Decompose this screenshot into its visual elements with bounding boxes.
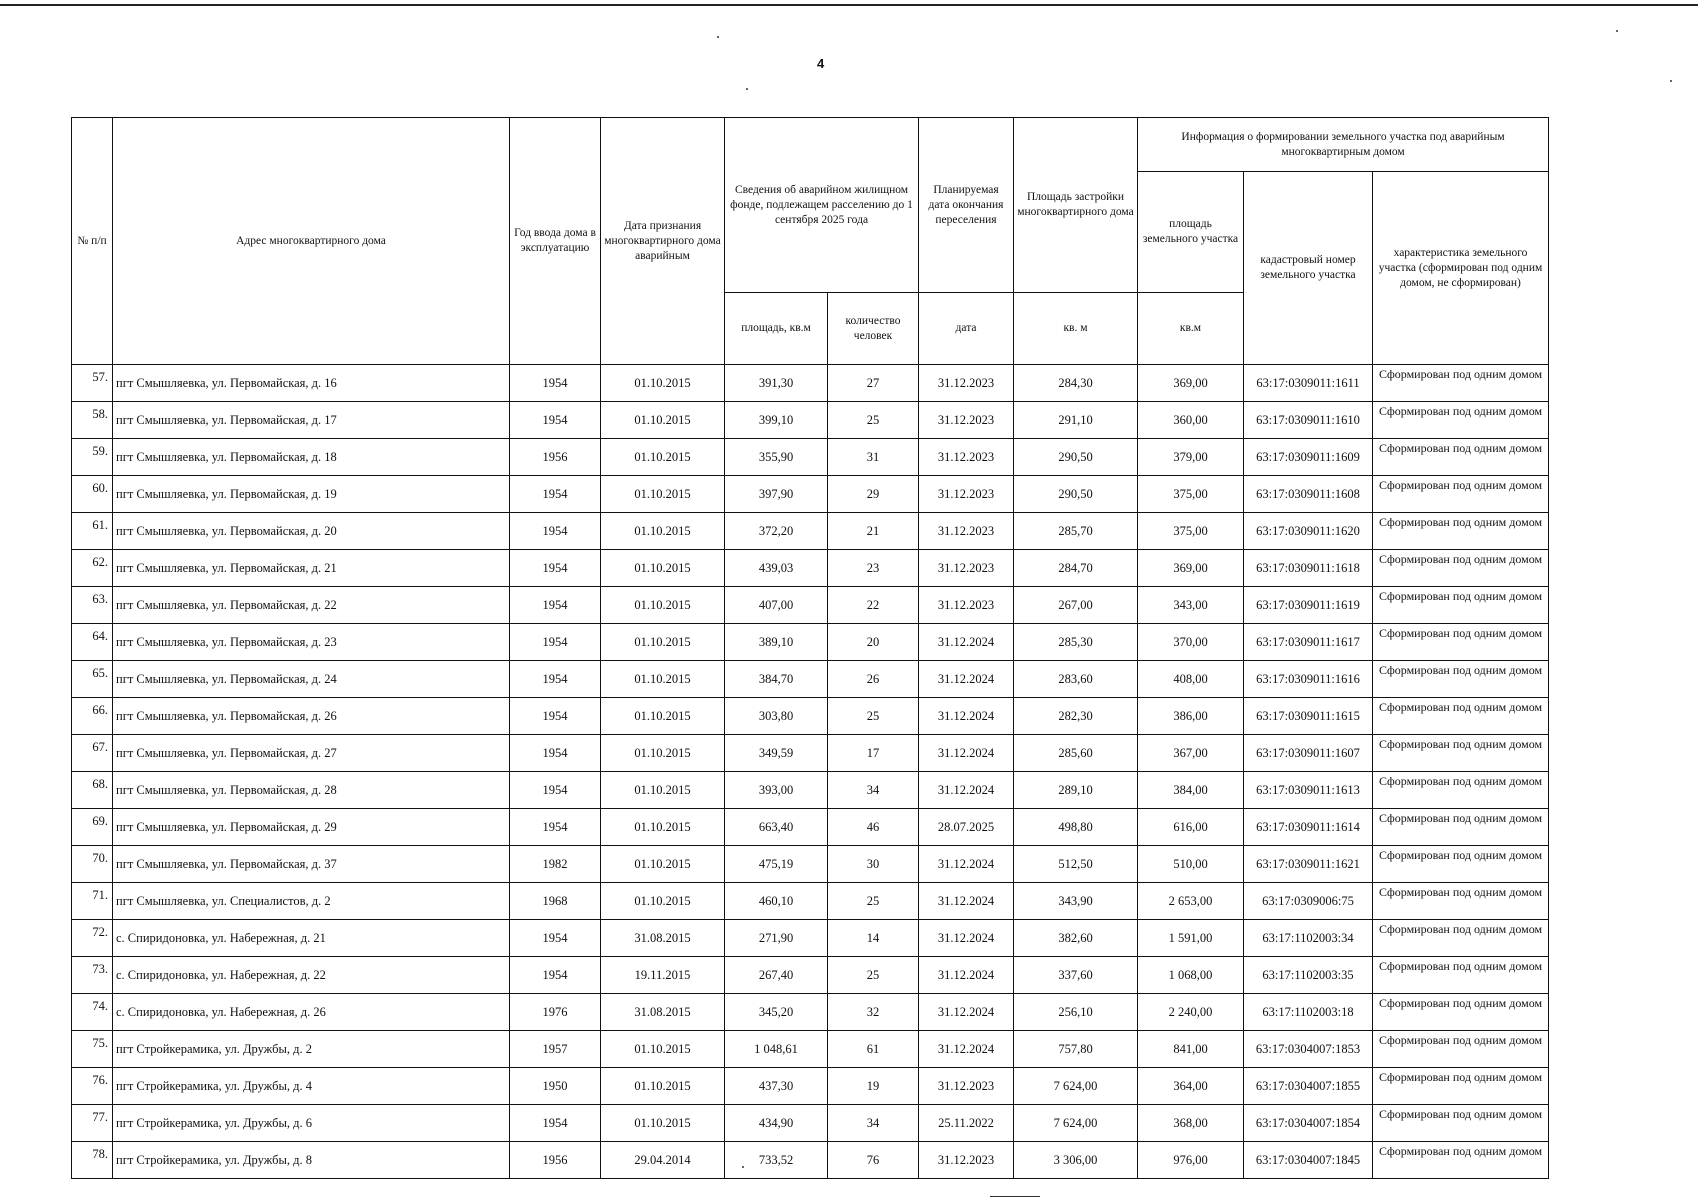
table-row (72, 513, 1549, 550)
table-row (72, 957, 1549, 994)
land-area-cell: 1 068,00 (1138, 957, 1244, 994)
land-area-cell: 386,00 (1138, 698, 1244, 735)
header-area-sqm: площадь, кв.м (725, 293, 828, 365)
header-planned-date-sub: дата (919, 293, 1014, 365)
people-count-cell: 26 (828, 661, 919, 698)
emergency-housing-table (71, 117, 1549, 1179)
table-row (72, 920, 1549, 957)
row-number: 59. (72, 439, 113, 476)
header-num: № п/п (72, 118, 113, 365)
year-cell: 1954 (510, 735, 601, 772)
table-row (72, 1105, 1549, 1142)
table-row (72, 994, 1549, 1031)
land-area-cell: 2 653,00 (1138, 883, 1244, 920)
row-number: 67. (72, 735, 113, 772)
land-status-cell: Сформирован под одним домом (1373, 587, 1549, 624)
row-number: 61. (72, 513, 113, 550)
recognition-date-cell: 01.10.2015 (601, 883, 725, 920)
address-cell: пгт Смышляевка, ул. Первомайская, д. 18 (113, 439, 510, 476)
people-count-cell: 25 (828, 402, 919, 439)
table-body (72, 365, 1549, 1179)
row-number: 60. (72, 476, 113, 513)
row-number: 62. (72, 550, 113, 587)
year-cell: 1954 (510, 698, 601, 735)
land-area-cell: 2 240,00 (1138, 994, 1244, 1031)
building-area-cell: 284,70 (1014, 550, 1138, 587)
building-area-cell: 382,60 (1014, 920, 1138, 957)
header-land-area-sub: кв.м (1138, 293, 1244, 365)
top-border-line (0, 4, 1698, 6)
planned-date-cell: 31.12.2024 (919, 957, 1014, 994)
planned-date-cell: 31.12.2024 (919, 846, 1014, 883)
land-area-cell: 616,00 (1138, 809, 1244, 846)
row-number: 63. (72, 587, 113, 624)
year-cell: 1954 (510, 624, 601, 661)
year-cell: 1954 (510, 809, 601, 846)
land-status-cell: Сформирован под одним домом (1373, 994, 1549, 1031)
address-cell: пгт Смышляевка, ул. Первомайская, д. 19 (113, 476, 510, 513)
land-status-cell: Сформирован под одним домом (1373, 513, 1549, 550)
area-cell: 393,00 (725, 772, 828, 809)
header-cadastral: кадастровый номер земельного участка (1244, 172, 1373, 365)
area-cell: 733,52 (725, 1142, 828, 1179)
table-row (72, 365, 1549, 402)
area-cell: 391,30 (725, 365, 828, 402)
people-count-cell: 27 (828, 365, 919, 402)
land-area-cell: 510,00 (1138, 846, 1244, 883)
year-cell: 1954 (510, 550, 601, 587)
cadastral-number-cell: 63:17:0309011:1619 (1244, 587, 1373, 624)
land-area-cell: 367,00 (1138, 735, 1244, 772)
table-row (72, 661, 1549, 698)
planned-date-cell: 31.12.2024 (919, 772, 1014, 809)
building-area-cell: 512,50 (1014, 846, 1138, 883)
address-cell: пгт Смышляевка, ул. Первомайская, д. 28 (113, 772, 510, 809)
year-cell: 1954 (510, 587, 601, 624)
row-number: 74. (72, 994, 113, 1031)
building-area-cell: 343,90 (1014, 883, 1138, 920)
row-number: 73. (72, 957, 113, 994)
address-cell: пгт Смышляевка, ул. Первомайская, д. 17 (113, 402, 510, 439)
area-cell: 397,90 (725, 476, 828, 513)
address-cell: пгт Стройкерамика, ул. Дружбы, д. 8 (113, 1142, 510, 1179)
planned-date-cell: 31.12.2023 (919, 476, 1014, 513)
land-status-cell: Сформирован под одним домом (1373, 846, 1549, 883)
land-status-cell: Сформирован под одним домом (1373, 883, 1549, 920)
scan-speck (746, 88, 748, 90)
land-status-cell: Сформирован под одним домом (1373, 624, 1549, 661)
address-cell: пгт Стройкерамика, ул. Дружбы, д. 4 (113, 1068, 510, 1105)
recognition-date-cell: 01.10.2015 (601, 698, 725, 735)
people-count-cell: 19 (828, 1068, 919, 1105)
recognition-date-cell: 29.04.2014 (601, 1142, 725, 1179)
table-row (72, 624, 1549, 661)
land-area-cell: 375,00 (1138, 513, 1244, 550)
people-count-cell: 25 (828, 698, 919, 735)
planned-date-cell: 31.12.2023 (919, 1068, 1014, 1105)
area-cell: 267,40 (725, 957, 828, 994)
people-count-cell: 23 (828, 550, 919, 587)
recognition-date-cell: 01.10.2015 (601, 1105, 725, 1142)
land-area-cell: 369,00 (1138, 550, 1244, 587)
address-cell: пгт Смышляевка, ул. Первомайская, д. 22 (113, 587, 510, 624)
area-cell: 439,03 (725, 550, 828, 587)
year-cell: 1956 (510, 439, 601, 476)
row-number: 57. (72, 365, 113, 402)
land-status-cell: Сформирован под одним домом (1373, 1068, 1549, 1105)
area-cell: 355,90 (725, 439, 828, 476)
recognition-date-cell: 31.08.2015 (601, 920, 725, 957)
year-cell: 1957 (510, 1031, 601, 1068)
table-row (72, 809, 1549, 846)
planned-date-cell: 31.12.2024 (919, 1031, 1014, 1068)
building-area-cell: 285,70 (1014, 513, 1138, 550)
recognition-date-cell: 01.10.2015 (601, 809, 725, 846)
planned-date-cell: 31.12.2024 (919, 994, 1014, 1031)
people-count-cell: 34 (828, 1105, 919, 1142)
year-cell: 1954 (510, 957, 601, 994)
table-row (72, 587, 1549, 624)
building-area-cell: 285,30 (1014, 624, 1138, 661)
planned-date-cell: 31.12.2024 (919, 883, 1014, 920)
land-area-cell: 360,00 (1138, 402, 1244, 439)
recognition-date-cell: 01.10.2015 (601, 624, 725, 661)
land-area-cell: 343,00 (1138, 587, 1244, 624)
cadastral-number-cell: 63:17:0309011:1616 (1244, 661, 1373, 698)
area-cell: 1 048,61 (725, 1031, 828, 1068)
header-recognition-date: Дата признания многоквартирного дома аварийным (601, 118, 725, 365)
address-cell: пгт Стройкерамика, ул. Дружбы, д. 6 (113, 1105, 510, 1142)
land-status-cell: Сформирован под одним домом (1373, 772, 1549, 809)
people-count-cell: 32 (828, 994, 919, 1031)
table-row (72, 698, 1549, 735)
people-count-cell: 30 (828, 846, 919, 883)
page-number: 4 (817, 56, 825, 71)
address-cell: пгт Смышляевка, ул. Первомайская, д. 24 (113, 661, 510, 698)
address-cell: пгт Смышляевка, ул. Первомайская, д. 37 (113, 846, 510, 883)
header-year: Год ввода дома в эксплуатацию (510, 118, 601, 365)
row-number: 77. (72, 1105, 113, 1142)
address-cell: пгт Смышляевка, ул. Первомайская, д. 16 (113, 365, 510, 402)
people-count-cell: 21 (828, 513, 919, 550)
recognition-date-cell: 01.10.2015 (601, 735, 725, 772)
table-row (72, 1068, 1549, 1105)
table-row (72, 735, 1549, 772)
land-area-cell: 841,00 (1138, 1031, 1244, 1068)
land-status-cell: Сформирован под одним домом (1373, 809, 1549, 846)
table-row (72, 402, 1549, 439)
area-cell: 303,80 (725, 698, 828, 735)
table-row (72, 846, 1549, 883)
land-status-cell: Сформирован под одним домом (1373, 476, 1549, 513)
building-area-cell: 282,30 (1014, 698, 1138, 735)
year-cell: 1954 (510, 1105, 601, 1142)
address-cell: с. Спиридоновка, ул. Набережная, д. 26 (113, 994, 510, 1031)
cadastral-number-cell: 63:17:0309006:75 (1244, 883, 1373, 920)
land-status-cell: Сформирован под одним домом (1373, 402, 1549, 439)
building-area-cell: 290,50 (1014, 439, 1138, 476)
land-status-cell: Сформирован под одним домом (1373, 957, 1549, 994)
cadastral-number-cell: 63:17:0309011:1621 (1244, 846, 1373, 883)
building-area-cell: 7 624,00 (1014, 1105, 1138, 1142)
header-emergency-info: Сведения об аварийном жилищном фонде, подлежащем расселению до 1 сентября 2025 года (725, 118, 919, 293)
building-area-cell: 7 624,00 (1014, 1068, 1138, 1105)
recognition-date-cell: 01.10.2015 (601, 513, 725, 550)
scan-speck (1616, 30, 1618, 32)
row-number: 71. (72, 883, 113, 920)
recognition-date-cell: 01.10.2015 (601, 1068, 725, 1105)
building-area-cell: 337,60 (1014, 957, 1138, 994)
row-number: 75. (72, 1031, 113, 1068)
cadastral-number-cell: 63:17:0304007:1845 (1244, 1142, 1373, 1179)
land-area-cell: 379,00 (1138, 439, 1244, 476)
recognition-date-cell: 01.10.2015 (601, 587, 725, 624)
land-area-cell: 976,00 (1138, 1142, 1244, 1179)
area-cell: 384,70 (725, 661, 828, 698)
year-cell: 1950 (510, 1068, 601, 1105)
recognition-date-cell: 01.10.2015 (601, 846, 725, 883)
building-area-cell: 757,80 (1014, 1031, 1138, 1068)
address-cell: пгт Смышляевка, ул. Специалистов, д. 2 (113, 883, 510, 920)
row-number: 70. (72, 846, 113, 883)
scan-speck (1670, 80, 1672, 82)
year-cell: 1982 (510, 846, 601, 883)
address-cell: пгт Смышляевка, ул. Первомайская, д. 21 (113, 550, 510, 587)
planned-date-cell: 25.11.2022 (919, 1105, 1014, 1142)
area-cell: 372,20 (725, 513, 828, 550)
land-area-cell: 368,00 (1138, 1105, 1244, 1142)
table-row (72, 772, 1549, 809)
header-address: Адрес многоквартирного дома (113, 118, 510, 365)
table-row (72, 439, 1549, 476)
table-row (72, 550, 1549, 587)
building-area-cell: 285,60 (1014, 735, 1138, 772)
land-area-cell: 375,00 (1138, 476, 1244, 513)
planned-date-cell: 31.12.2023 (919, 439, 1014, 476)
land-status-cell: Сформирован под одним домом (1373, 920, 1549, 957)
land-status-cell: Сформирован под одним домом (1373, 550, 1549, 587)
land-status-cell: Сформирован под одним домом (1373, 1105, 1549, 1142)
table-row (72, 476, 1549, 513)
building-area-cell: 283,60 (1014, 661, 1138, 698)
area-cell: 407,00 (725, 587, 828, 624)
land-status-cell: Сформирован под одним домом (1373, 439, 1549, 476)
recognition-date-cell: 01.10.2015 (601, 772, 725, 809)
row-number: 65. (72, 661, 113, 698)
year-cell: 1954 (510, 513, 601, 550)
address-cell: пгт Смышляевка, ул. Первомайская, д. 29 (113, 809, 510, 846)
year-cell: 1976 (510, 994, 601, 1031)
year-cell: 1954 (510, 476, 601, 513)
land-area-cell: 384,00 (1138, 772, 1244, 809)
land-status-cell: Сформирован под одним домом (1373, 1142, 1549, 1179)
cadastral-number-cell: 63:17:0309011:1609 (1244, 439, 1373, 476)
planned-date-cell: 31.12.2023 (919, 587, 1014, 624)
cadastral-number-cell: 63:17:0304007:1855 (1244, 1068, 1373, 1105)
people-count-cell: 46 (828, 809, 919, 846)
row-number: 69. (72, 809, 113, 846)
header-land-area: площадь земельного участка (1138, 172, 1244, 293)
planned-date-cell: 31.12.2024 (919, 661, 1014, 698)
planned-date-cell: 31.12.2023 (919, 1142, 1014, 1179)
row-number: 76. (72, 1068, 113, 1105)
area-cell: 437,30 (725, 1068, 828, 1105)
recognition-date-cell: 19.11.2015 (601, 957, 725, 994)
cadastral-number-cell: 63:17:0304007:1854 (1244, 1105, 1373, 1142)
area-cell: 475,19 (725, 846, 828, 883)
cadastral-number-cell: 63:17:0304007:1853 (1244, 1031, 1373, 1068)
planned-date-cell: 31.12.2024 (919, 920, 1014, 957)
building-area-cell: 289,10 (1014, 772, 1138, 809)
people-count-cell: 25 (828, 957, 919, 994)
cadastral-number-cell: 63:17:0309011:1613 (1244, 772, 1373, 809)
planned-date-cell: 31.12.2023 (919, 513, 1014, 550)
land-status-cell: Сформирован под одним домом (1373, 661, 1549, 698)
land-area-cell: 370,00 (1138, 624, 1244, 661)
land-status-cell: Сформирован под одним домом (1373, 735, 1549, 772)
cadastral-number-cell: 63:17:0309011:1607 (1244, 735, 1373, 772)
planned-date-cell: 31.12.2024 (919, 624, 1014, 661)
planned-date-cell: 31.12.2023 (919, 365, 1014, 402)
header-planned-date: Планируемая дата окончания переселения (919, 118, 1014, 293)
cadastral-number-cell: 63:17:1102003:18 (1244, 994, 1373, 1031)
building-area-cell: 290,50 (1014, 476, 1138, 513)
people-count-cell: 17 (828, 735, 919, 772)
row-number: 58. (72, 402, 113, 439)
area-cell: 434,90 (725, 1105, 828, 1142)
header-people-count: количество человек (828, 293, 919, 365)
land-status-cell: Сформирован под одним домом (1373, 698, 1549, 735)
row-number: 78. (72, 1142, 113, 1179)
people-count-cell: 29 (828, 476, 919, 513)
table-row (72, 1031, 1549, 1068)
building-area-cell: 291,10 (1014, 402, 1138, 439)
cadastral-number-cell: 63:17:1102003:34 (1244, 920, 1373, 957)
area-cell: 345,20 (725, 994, 828, 1031)
year-cell: 1954 (510, 920, 601, 957)
cadastral-number-cell: 63:17:1102003:35 (1244, 957, 1373, 994)
people-count-cell: 25 (828, 883, 919, 920)
people-count-cell: 31 (828, 439, 919, 476)
recognition-date-cell: 31.08.2015 (601, 994, 725, 1031)
recognition-date-cell: 01.10.2015 (601, 365, 725, 402)
table-row (72, 1142, 1549, 1179)
area-cell: 349,59 (725, 735, 828, 772)
area-cell: 399,10 (725, 402, 828, 439)
building-area-cell: 498,80 (1014, 809, 1138, 846)
planned-date-cell: 31.12.2023 (919, 402, 1014, 439)
scan-speck (717, 36, 719, 38)
header-characteristic: характеристика земельного участка (сформирован под одним домом, не сформирован) (1373, 172, 1549, 365)
header-building-area: Площадь застройки многоквартирного дома (1014, 118, 1138, 293)
land-status-cell: Сформирован под одним домом (1373, 1031, 1549, 1068)
address-cell: пгт Стройкерамика, ул. Дружбы, д. 2 (113, 1031, 510, 1068)
header-building-area-sub: кв. м (1014, 293, 1138, 365)
recognition-date-cell: 01.10.2015 (601, 1031, 725, 1068)
planned-date-cell: 31.12.2023 (919, 550, 1014, 587)
land-status-cell: Сформирован под одним домом (1373, 365, 1549, 402)
people-count-cell: 20 (828, 624, 919, 661)
cadastral-number-cell: 63:17:0309011:1611 (1244, 365, 1373, 402)
cadastral-number-cell: 63:17:0309011:1617 (1244, 624, 1373, 661)
year-cell: 1954 (510, 402, 601, 439)
cadastral-number-cell: 63:17:0309011:1618 (1244, 550, 1373, 587)
row-number: 68. (72, 772, 113, 809)
bottom-dash-line (990, 1196, 1040, 1197)
area-cell: 389,10 (725, 624, 828, 661)
address-cell: пгт Смышляевка, ул. Первомайская, д. 26 (113, 698, 510, 735)
row-number: 66. (72, 698, 113, 735)
people-count-cell: 22 (828, 587, 919, 624)
row-number: 64. (72, 624, 113, 661)
cadastral-number-cell: 63:17:0309011:1615 (1244, 698, 1373, 735)
building-area-cell: 3 306,00 (1014, 1142, 1138, 1179)
year-cell: 1956 (510, 1142, 601, 1179)
year-cell: 1954 (510, 661, 601, 698)
recognition-date-cell: 01.10.2015 (601, 439, 725, 476)
cadastral-number-cell: 63:17:0309011:1614 (1244, 809, 1373, 846)
planned-date-cell: 31.12.2024 (919, 735, 1014, 772)
area-cell: 271,90 (725, 920, 828, 957)
people-count-cell: 61 (828, 1031, 919, 1068)
row-number: 72. (72, 920, 113, 957)
recognition-date-cell: 01.10.2015 (601, 550, 725, 587)
planned-date-cell: 28.07.2025 (919, 809, 1014, 846)
land-area-cell: 408,00 (1138, 661, 1244, 698)
land-area-cell: 364,00 (1138, 1068, 1244, 1105)
people-count-cell: 34 (828, 772, 919, 809)
year-cell: 1954 (510, 772, 601, 809)
address-cell: пгт Смышляевка, ул. Первомайская, д. 20 (113, 513, 510, 550)
cadastral-number-cell: 63:17:0309011:1610 (1244, 402, 1373, 439)
building-area-cell: 284,30 (1014, 365, 1138, 402)
header-land-info: Информация о формировании земельного участка под аварийным многоквартирным домом (1138, 118, 1549, 172)
recognition-date-cell: 01.10.2015 (601, 402, 725, 439)
building-area-cell: 256,10 (1014, 994, 1138, 1031)
table-header (72, 118, 1549, 365)
address-cell: с. Спиридоновка, ул. Набережная, д. 21 (113, 920, 510, 957)
area-cell: 460,10 (725, 883, 828, 920)
land-area-cell: 1 591,00 (1138, 920, 1244, 957)
area-cell: 663,40 (725, 809, 828, 846)
year-cell: 1954 (510, 365, 601, 402)
address-cell: пгт Смышляевка, ул. Первомайская, д. 23 (113, 624, 510, 661)
recognition-date-cell: 01.10.2015 (601, 661, 725, 698)
address-cell: пгт Смышляевка, ул. Первомайская, д. 27 (113, 735, 510, 772)
address-cell: с. Спиридоновка, ул. Набережная, д. 22 (113, 957, 510, 994)
cadastral-number-cell: 63:17:0309011:1620 (1244, 513, 1373, 550)
cadastral-number-cell: 63:17:0309011:1608 (1244, 476, 1373, 513)
recognition-date-cell: 01.10.2015 (601, 476, 725, 513)
building-area-cell: 267,00 (1014, 587, 1138, 624)
year-cell: 1968 (510, 883, 601, 920)
land-area-cell: 369,00 (1138, 365, 1244, 402)
people-count-cell: 14 (828, 920, 919, 957)
planned-date-cell: 31.12.2024 (919, 698, 1014, 735)
table-row (72, 883, 1549, 920)
people-count-cell: 76 (828, 1142, 919, 1179)
